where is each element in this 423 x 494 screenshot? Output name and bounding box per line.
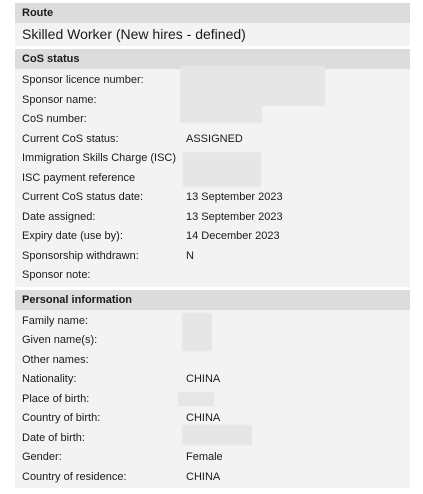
field-value: ASSIGNED: [186, 132, 243, 145]
field-label: Current CoS status date:: [22, 191, 144, 203]
field-value: 13 September 2023: [186, 210, 283, 223]
field-label: Immigration Skills Charge (ISC): [22, 152, 177, 164]
field-value: N: [186, 249, 194, 262]
row-country-of-residence: [15, 468, 410, 488]
field-label: Sponsor name:: [22, 93, 97, 106]
row-current-cos-status-date: [15, 188, 410, 208]
personal-info-header: Personal information: [15, 290, 410, 310]
field-label: Given name(s):: [22, 334, 98, 346]
row-current-cos-status: [15, 130, 410, 150]
field-value: [186, 331, 410, 351]
cos-details-page: [15, 3, 410, 491]
field-value: [186, 390, 410, 410]
redaction-block-place-of-birth: [178, 392, 214, 406]
field-label: Place of birth:: [22, 392, 90, 405]
redaction-block-isc: [183, 152, 261, 187]
route-header: Route: [15, 3, 410, 23]
redaction-block-names: [182, 313, 212, 351]
redaction-block-date-of-birth: [182, 425, 252, 445]
field-label: Country of residence:: [22, 470, 127, 483]
row-expiry-date: [15, 227, 410, 247]
row-nationality: [15, 370, 410, 390]
redaction-block-sponsor: [180, 66, 325, 106]
field-value: CHINA: [186, 412, 221, 424]
row-date-assigned: [15, 208, 410, 228]
row-other-names: [15, 351, 410, 371]
row-given-names: [15, 331, 410, 351]
field-label: Date assigned:: [22, 210, 96, 223]
route-section: [15, 3, 410, 46]
cos-status-section: [15, 49, 410, 287]
field-label: Sponsorship withdrawn:: [22, 249, 139, 262]
field-label: Sponsor note:: [22, 269, 91, 281]
field-label: Other names:: [22, 353, 89, 366]
field-label: Nationality:: [22, 373, 77, 385]
field-label: Country of birth:: [22, 412, 101, 424]
row-gender: [15, 448, 410, 468]
field-value: 13 September 2023: [186, 191, 283, 203]
cos-status-header: CoS status: [15, 49, 410, 69]
redaction-block-cos-number: [180, 103, 262, 123]
field-label: Family name:: [22, 314, 89, 327]
field-label: Expiry date (use by):: [22, 230, 123, 242]
field-label: CoS number:: [22, 113, 87, 125]
route-value: Skilled Worker (New hires - defined): [15, 23, 410, 46]
field-value: Female: [186, 451, 223, 463]
field-value: 14 December 2023: [186, 230, 280, 242]
row-sponsor-note: [15, 266, 410, 286]
field-value: [186, 351, 410, 371]
field-label: Date of birth:: [22, 431, 85, 444]
field-label: Current CoS status:: [22, 132, 119, 145]
field-value: CHINA: [186, 373, 221, 385]
field-label: ISC payment reference: [22, 171, 136, 184]
field-value: [186, 266, 410, 286]
row-family-name: [15, 312, 410, 332]
personal-info-section: [15, 290, 410, 489]
field-label: Gender:: [22, 451, 62, 463]
field-value: CHINA: [186, 470, 221, 483]
field-label: Sponsor licence number:: [22, 74, 144, 86]
field-value: [186, 312, 410, 332]
row-sponsorship-withdrawn: [15, 247, 410, 267]
